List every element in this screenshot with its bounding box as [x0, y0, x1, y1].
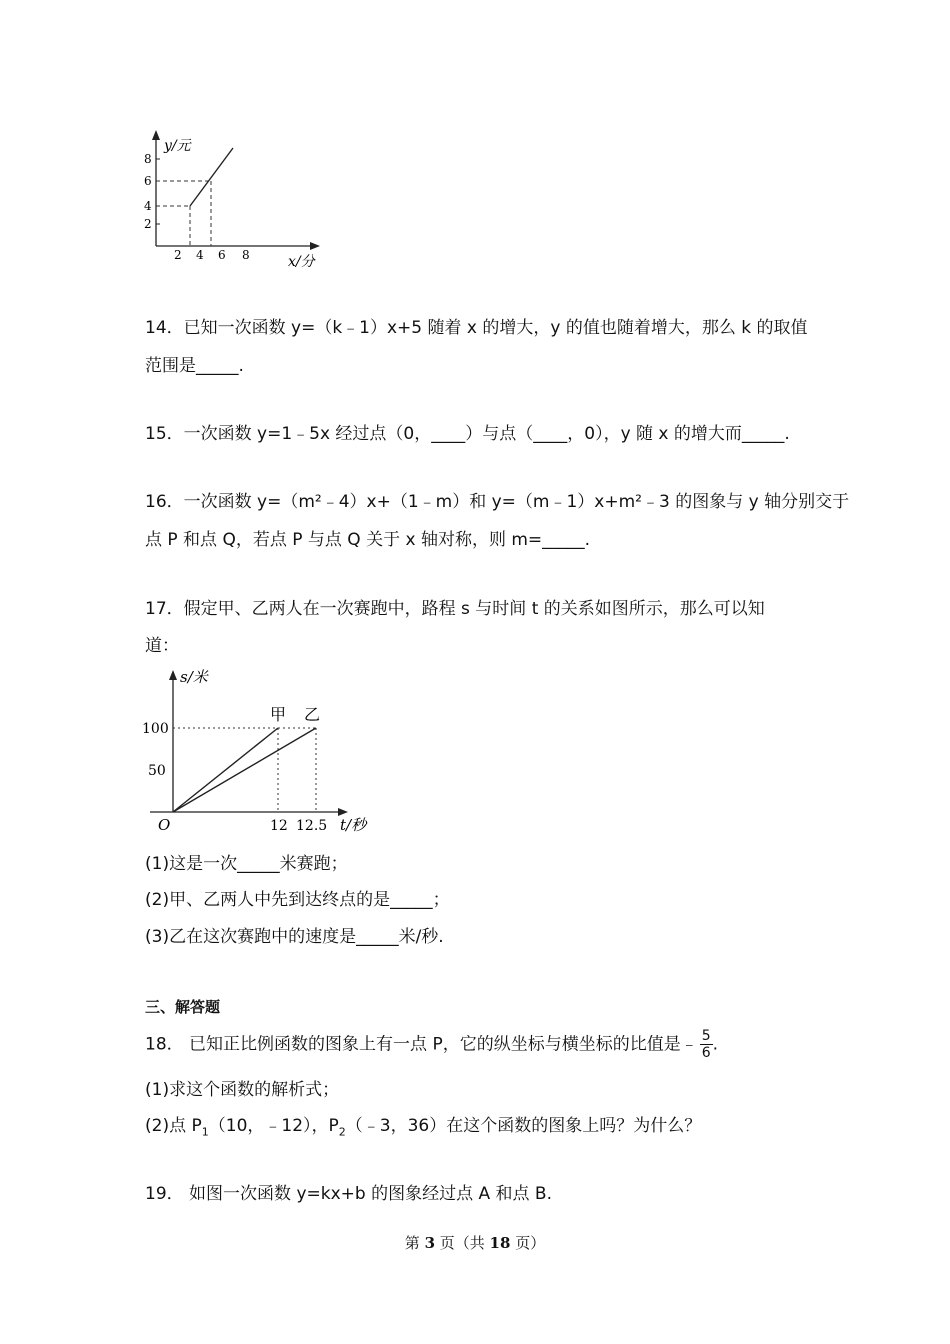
x-axis-arrow — [310, 242, 320, 250]
y-tick-8: 8 — [144, 152, 152, 166]
x-tick-12: 12 — [270, 818, 288, 834]
y-tick-100: 100 — [142, 721, 169, 737]
x-tick-6: 6 — [218, 248, 226, 262]
q17-sub3: (3)乙在这次赛跑中的速度是_____米/秒. — [145, 927, 444, 947]
q18-sub2 — [145, 1114, 701, 1144]
frac-denominator: 6 — [701, 1045, 711, 1061]
footer-pre: 第 — [404, 1234, 425, 1252]
series-jia-label: 甲 — [270, 705, 287, 724]
y-axis-arrow — [169, 670, 177, 680]
q17-line2: 道： — [145, 636, 179, 656]
chart1-xlabel: x/分 — [288, 254, 315, 270]
q18-sub2-s1: 1 — [201, 1125, 209, 1139]
q14-line1: 14．已知一次函数 y=（k﹣1）x+5 随着 x 的增大，y 的值也随着增大，那么 k 的取值 — [145, 318, 808, 338]
series-yi-line — [173, 728, 316, 812]
chart1-ylabel: y/元 — [164, 138, 191, 154]
frac-numerator: 5 — [701, 1028, 711, 1044]
q18-line1 — [145, 1028, 718, 1061]
q15-line1: 15．一次函数 y=1﹣5x 经过点（0，____）与点（____，0），y 随 x 的增大而_____. — [145, 424, 790, 444]
series-yi-label: 乙 — [304, 705, 321, 724]
chart-price-vs-minutes — [138, 128, 338, 278]
section-heading: 三、解答题 — [145, 998, 221, 1016]
footer-page-number: 3 — [424, 1234, 435, 1252]
q18-sub2-c: （﹣3，36）在这个函数的图象上吗？为什么？ — [345, 1116, 702, 1136]
x-tick-12-5: 12.5 — [296, 818, 328, 834]
chart-race-distance-time — [140, 664, 390, 840]
x-tick-4: 4 — [196, 248, 204, 262]
x-tick-8: 8 — [242, 248, 250, 262]
y-axis-arrow — [152, 130, 160, 140]
series-jia-line — [173, 728, 278, 812]
q18-sub2-s2: 2 — [338, 1125, 346, 1139]
q16-line1: 16．一次函数 y=（m²﹣4）x+（1﹣m）和 y=（m﹣1）x+m²﹣3 的图象与 y 轴分别交于 — [145, 492, 850, 512]
footer-post: 页） — [510, 1234, 546, 1252]
q17-sub2: (2)甲、乙两人中先到达终点的是_____； — [145, 890, 450, 910]
q18-text: 18． 已知正比例函数的图象上有一点 P，它的纵坐标与横坐标的比值是﹣ — [145, 1034, 698, 1055]
q18-sub2-b: （10，﹣12），P — [208, 1116, 339, 1136]
q14-line2: 范围是_____. — [145, 356, 244, 376]
chart2-xlabel: t/秒 — [340, 816, 367, 834]
q17-line1: 17．假定甲、乙两人在一次赛跑中，路程 s 与时间 t 的关系如图所示，那么可以知 — [145, 599, 765, 619]
q18-sub1: (1)求这个函数的解析式； — [145, 1080, 340, 1100]
x-axis-arrow — [338, 808, 348, 816]
q19-line1: 19． 如图一次函数 y=kx+b 的图象经过点 A 和点 B. — [145, 1184, 552, 1204]
y-tick-50: 50 — [148, 763, 166, 779]
footer-total-pages: 18 — [489, 1234, 511, 1252]
y-tick-2: 2 — [144, 217, 152, 231]
q18-fraction — [700, 1028, 713, 1061]
page-footer — [0, 1232, 950, 1253]
q18-end: . — [712, 1034, 719, 1055]
footer-mid: 页（共 — [435, 1234, 490, 1252]
q18-sub2-a: (2)点 P — [145, 1116, 202, 1136]
y-tick-4: 4 — [144, 199, 152, 213]
q17-sub1: (1)这是一次_____米赛跑； — [145, 854, 348, 874]
q16-line2: 点 P 和点 Q，若点 P 与点 Q 关于 x 轴对称，则 m=_____. — [145, 530, 591, 550]
origin-label: O — [158, 816, 171, 834]
chart2-ylabel: s/米 — [180, 668, 208, 686]
x-tick-2: 2 — [174, 248, 182, 262]
y-tick-6: 6 — [144, 174, 152, 188]
